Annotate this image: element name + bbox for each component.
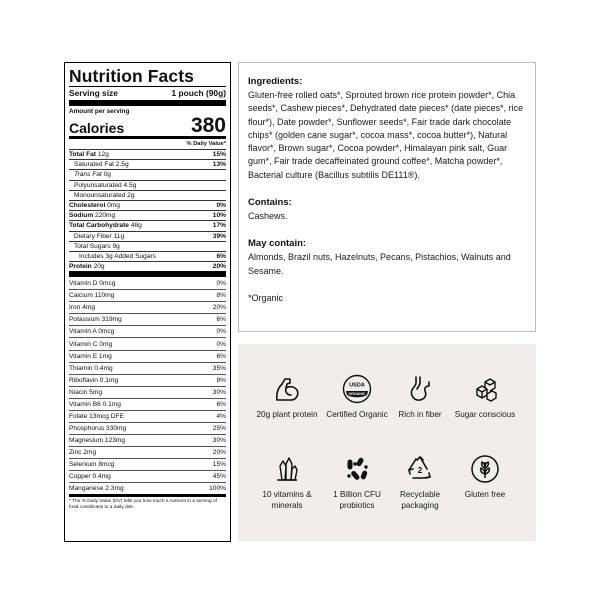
nutrient-row-total-fat: Total Fat 12g 15% <box>69 149 226 159</box>
benefit-label: Sugar conscious <box>454 410 516 419</box>
mineral-row: Vitamin B6 0.1mg 6% <box>69 398 226 410</box>
nutrient-row-polyunsaturated: Polyunsaturated 4.5g <box>69 180 226 190</box>
organic-note: *Organic <box>248 292 284 303</box>
benefit-recyclable <box>383 454 457 511</box>
mineral-row: Vitamin D 0mcg 0% <box>69 279 226 287</box>
serving-size-label: Serving size <box>69 88 118 98</box>
benefit-label: 1 Billion CFU probiotics <box>333 490 381 510</box>
mineral-row: Potassium 319mg 6% <box>69 313 226 325</box>
nutrient-row-cholesterol: Cholesterol 0mg 0% <box>69 200 226 210</box>
ingredients-heading: Ingredients: <box>248 76 303 87</box>
nutrient-row-total-sugars: Total Sugars 9g <box>69 241 226 251</box>
nutrient-row-total-carbohydrate: Total Carbohydrate 48g 17% <box>69 220 226 230</box>
benefit-fiber <box>383 374 457 421</box>
benefit-sugar <box>448 374 522 421</box>
benefit-label: 20g plant protein <box>256 410 318 419</box>
nutrient-row-sodium: Sodium 220mg 10% <box>69 210 226 220</box>
serving-size-row <box>69 87 226 100</box>
benefit-label: Recyclable packaging <box>399 490 441 510</box>
mineral-row: Niacin 5mg 30% <box>69 386 226 398</box>
mineral-row: Vitamin E 1mg 6% <box>69 350 226 362</box>
may-contain-text: Almonds, Brazil nuts, Hazelnuts, Pecans, Pistachios, Walnuts and Sesame. <box>248 252 511 276</box>
mineral-row: Magnesium 123mg 30% <box>69 434 226 446</box>
recycle-icon <box>405 454 435 484</box>
mineral-row: Thiamin 0.4mg 35% <box>69 362 226 374</box>
calories-value: 380 <box>190 114 226 137</box>
calories-row <box>69 116 226 136</box>
nutrient-row-monounsaturated: Monounsaturated 2g <box>69 190 226 200</box>
svg-text:ORGANIC: ORGANIC <box>348 391 366 396</box>
benefit-label: Rich in fiber <box>398 410 442 419</box>
benefit-label: 10 vitamins & minerals <box>262 490 312 510</box>
nutrient-row-added-sugars: Includes 3g Added Sugars 6% <box>69 251 226 261</box>
stomach-icon <box>405 374 435 404</box>
mineral-row: Vitamin C 0mg 0% <box>69 337 226 349</box>
serving-size-value: 1 pouch (90g) <box>171 88 226 98</box>
daily-value-footnote: * The % Daily Value (DV) tells you how much a nutrient in a serving of food contributes to a daily diet. <box>69 494 226 511</box>
nutrition-facts-panel <box>64 62 231 542</box>
svg-text:USDA: USDA <box>349 382 365 389</box>
benefit-vitamins <box>250 454 324 511</box>
ingredients-text: Gluten-free rolled oats*, Sprouted brown rice protein powder*, Chia seeds*, Cashew pieces*, Dehydrated date pieces* (date pieces*, rice flour*), Date powder*, Sunflower seeds*, Fair trade dark chocolate chips* (golden cane sugar*, cocoa mass*, cocoa butter*), Natural flavor*, Brown sugar*, Cocoa powder*, Himalayan pink salt, Guar gum*, Fair trade decaffeinated ground coffee*, Matcha powder*, Bacterial culture (Bacillus subtilis DE111®). <box>248 90 524 180</box>
nutrient-row-trans-fat: Trans Fat 0g <box>69 169 226 179</box>
nutrition-title: Nutrition Facts <box>69 66 194 86</box>
benefit-gluten-free <box>448 454 522 501</box>
mineral-row: Riboflavin 0.1mg 8% <box>69 374 226 386</box>
mineral-row: Zinc 2mg 20% <box>69 446 226 458</box>
mineral-row: Iron 4mg 20% <box>69 301 226 313</box>
contains-heading: Contains: <box>248 197 292 209</box>
daily-value-header: % Daily Value* <box>186 141 226 147</box>
gluten-free-icon <box>470 454 500 484</box>
benefit-label: Gluten free <box>464 490 506 499</box>
mineral-row: Manganese 2.3mg 100% <box>69 482 226 494</box>
nutrient-row-protein: Protein 20g 20% <box>69 261 226 271</box>
may-contain-heading: May contain: <box>248 238 307 250</box>
amount-per-serving: Amount per serving <box>69 108 130 115</box>
nutrient-row-dietary-fiber: Dietary Fiber 11g 39% <box>69 231 226 241</box>
nutrient-row-saturated-fat: Saturated Fat 2.5g 13% <box>69 159 226 169</box>
benefit-label: Certified Organic <box>326 410 388 419</box>
probiotics-icon <box>342 454 372 484</box>
calories-label: Calories <box>69 120 125 136</box>
mineral-row: Selenium 8mcg 15% <box>69 458 226 470</box>
sugar-cubes-icon <box>470 374 500 404</box>
nutrient-rows <box>69 149 226 271</box>
flexed-arm-icon <box>272 374 302 404</box>
mineral-row: Vitamin A 0mcg 0% <box>69 325 226 337</box>
usda-organic-seal-icon <box>342 374 372 404</box>
crystals-icon <box>272 454 302 484</box>
benefits-panel <box>238 344 536 541</box>
mineral-row: Copper 0.4mg 45% <box>69 470 226 482</box>
mineral-row: Calcium 110mg 8% <box>69 289 226 301</box>
svg-text:2: 2 <box>417 466 423 475</box>
mineral-row: Phosphorus 330mg 25% <box>69 422 226 434</box>
benefit-plant-protein <box>250 374 324 421</box>
ingredients-panel <box>238 62 536 332</box>
mineral-row: Folate 13mcg DFE 4% <box>69 410 226 422</box>
contains-text: Cashews. <box>248 211 288 222</box>
vitamins-minerals-list <box>69 271 226 494</box>
